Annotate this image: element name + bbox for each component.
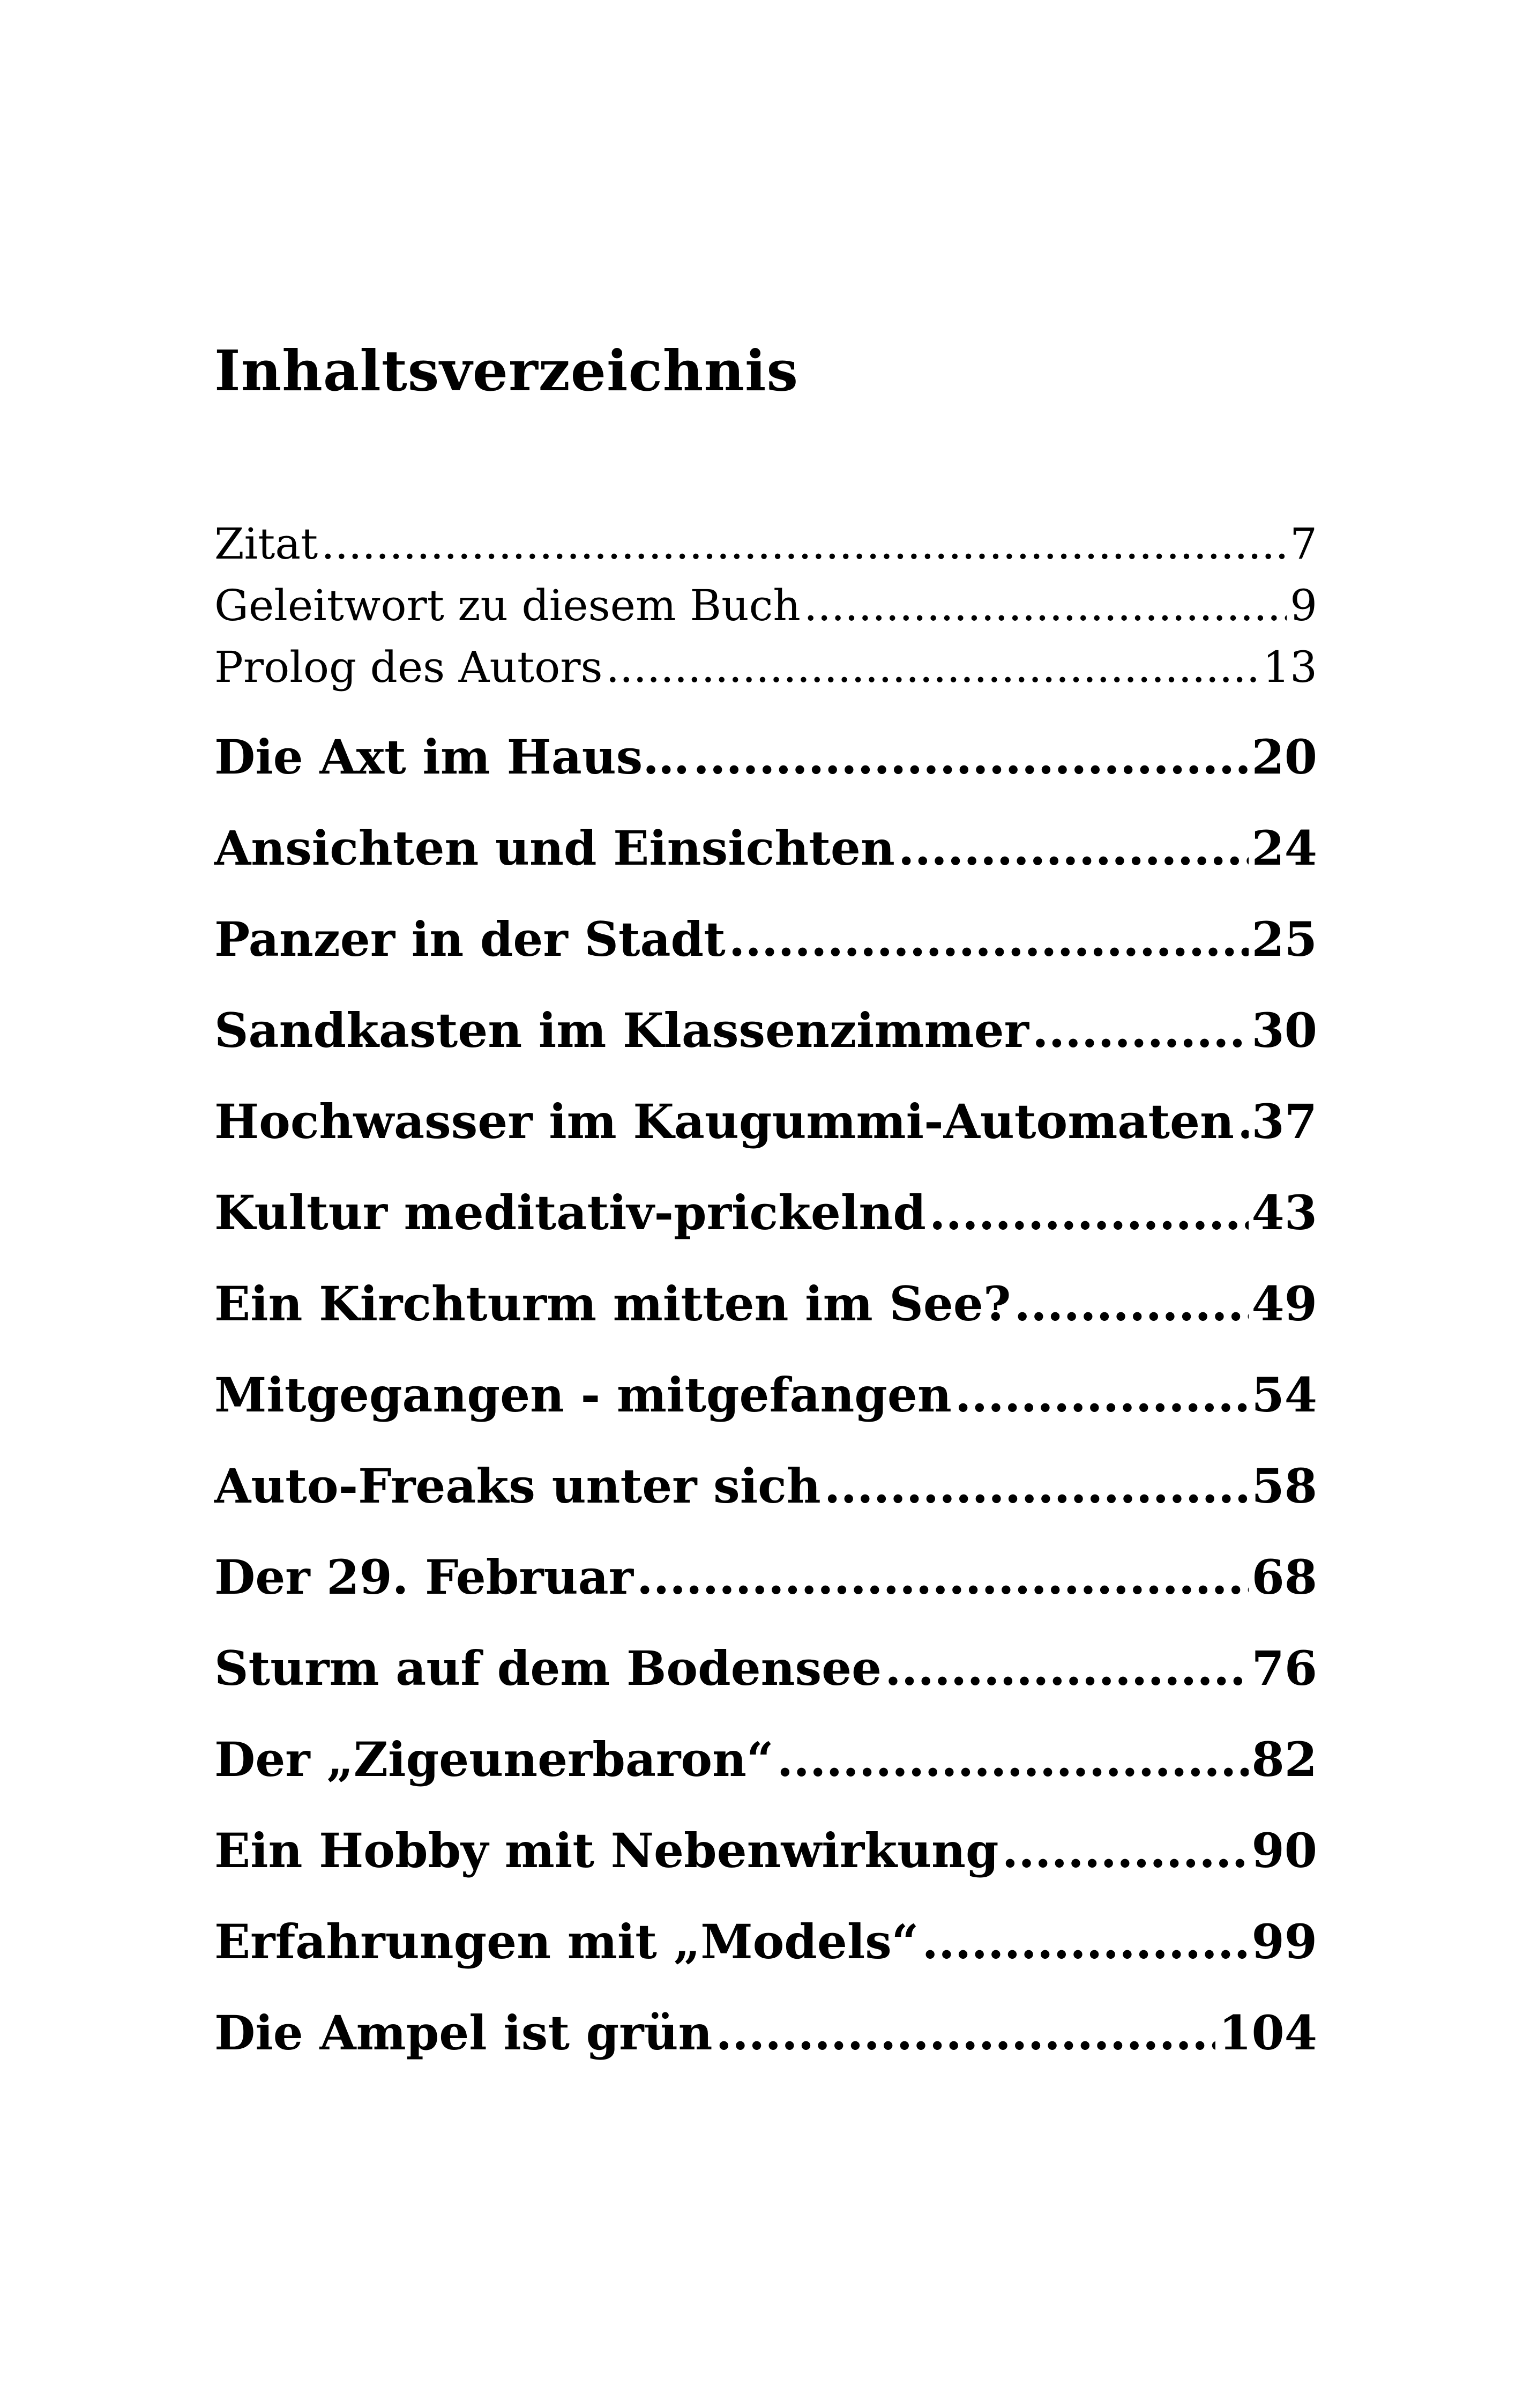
- toc-entry-chapter[interactable]: [214, 1731, 1317, 1787]
- toc-entry-zitat[interactable]: [214, 519, 1317, 569]
- toc-entry-chapter[interactable]: [214, 1094, 1317, 1149]
- toc-entry-title: Ein Hobby mit Nebenwirkung: [214, 1823, 999, 1878]
- toc-page-number: 82: [1251, 1731, 1317, 1787]
- dot-leader: [715, 2009, 1215, 2056]
- toc-page-number: 30: [1251, 1002, 1317, 1058]
- toc-entry-title: Sandkasten im Klassenzimmer: [214, 1002, 1029, 1058]
- toc-page-number: 37: [1251, 1094, 1317, 1149]
- toc-entry-chapter[interactable]: [214, 1823, 1317, 1878]
- dot-leader: [1237, 1098, 1249, 1145]
- dot-leader: [922, 1918, 1248, 1965]
- toc-entry-title: Prolog des Autors: [214, 642, 603, 692]
- toc-entry-title: Kultur meditativ-prickelnd: [214, 1185, 926, 1240]
- toc-entry-title: Die Ampel ist grün: [214, 2005, 713, 2061]
- toc-page-number: 20: [1251, 729, 1317, 785]
- dot-leader: [321, 523, 1287, 566]
- toc-entry-title: Zitat: [214, 519, 318, 569]
- toc-entry-title: Die Axt im Haus…: [214, 729, 690, 785]
- toc-entry-title: Sturm auf dem Bodensee: [214, 1640, 882, 1696]
- toc-page-number: 13: [1263, 642, 1317, 692]
- toc-entry-chapter[interactable]: [214, 820, 1317, 876]
- toc-page-number: 58: [1251, 1458, 1317, 1514]
- toc-entry-title: Mitgegangen - mitgefangen: [214, 1367, 952, 1423]
- dot-leader: [1002, 1827, 1249, 1874]
- dot-leader: [637, 1554, 1249, 1601]
- toc-entry-prolog[interactable]: [214, 642, 1317, 692]
- dot-leader: [729, 916, 1249, 963]
- toc-page-number: 104: [1219, 2005, 1317, 2061]
- toc-entry-title: Auto-Freaks unter sich: [214, 1458, 821, 1514]
- toc-entry-geleitwort[interactable]: [214, 581, 1317, 630]
- toc-page-number: 9: [1290, 581, 1317, 630]
- toc-entry-chapter[interactable]: [214, 1002, 1317, 1058]
- dot-leader: [1032, 1007, 1249, 1054]
- dot-leader: [929, 1189, 1249, 1236]
- toc-entry-chapter[interactable]: [214, 1276, 1317, 1332]
- toc-entry-chapter[interactable]: [214, 911, 1317, 967]
- toc-entry-title: Ansichten und Einsichten: [214, 820, 895, 876]
- toc-entry-chapter[interactable]: [214, 1185, 1317, 1240]
- toc-entry-chapter[interactable]: [214, 1367, 1317, 1423]
- dot-leader: [606, 646, 1260, 689]
- toc-entry-chapter[interactable]: [214, 1458, 1317, 1514]
- toc-entry-title: Hochwasser im Kaugummi-Automaten: [214, 1094, 1234, 1149]
- dot-leader: [824, 1462, 1249, 1510]
- toc-entry-title: Erfahrungen mit „Models“: [214, 1914, 919, 1969]
- dot-leader: [804, 584, 1287, 627]
- toc-page-number: 76: [1251, 1640, 1317, 1696]
- toc-page-number: 49: [1251, 1276, 1317, 1332]
- toc-entry-chapter[interactable]: [214, 2005, 1317, 2061]
- toc-page-number: 68: [1251, 1549, 1317, 1605]
- toc-entry-chapter[interactable]: [214, 1914, 1317, 1969]
- toc-entry-chapter[interactable]: [214, 729, 1317, 785]
- toc-entry-title: Panzer in der Stadt: [214, 911, 726, 967]
- toc-page-number: 99: [1251, 1914, 1317, 1969]
- toc-page-number: 7: [1290, 519, 1317, 569]
- toc-page-number: 25: [1251, 911, 1317, 967]
- toc-entry-title: Geleitwort zu diesem Buch: [214, 581, 801, 630]
- toc-page-number: 54: [1251, 1367, 1317, 1423]
- dot-leader: [885, 1645, 1248, 1692]
- toc-entry-title: Der 29. Februar: [214, 1549, 633, 1605]
- toc-entry-title: Der „Zigeunerbaron“: [214, 1731, 774, 1787]
- toc-page-number: 43: [1251, 1185, 1317, 1240]
- toc-page-number: 90: [1251, 1823, 1317, 1878]
- dot-leader: [693, 733, 1248, 781]
- toc-entry-chapter[interactable]: [214, 1549, 1317, 1605]
- page-title: Inhaltsverzeichnis: [214, 338, 799, 404]
- dot-leader: [955, 1371, 1249, 1418]
- dot-leader: [777, 1736, 1249, 1783]
- toc-page-number: 24: [1251, 820, 1317, 876]
- toc-entry-title: Ein Kirchturm mitten im See?: [214, 1276, 1011, 1332]
- toc-entry-chapter[interactable]: [214, 1640, 1317, 1696]
- dot-leader: [898, 824, 1249, 872]
- dot-leader: [1014, 1280, 1248, 1327]
